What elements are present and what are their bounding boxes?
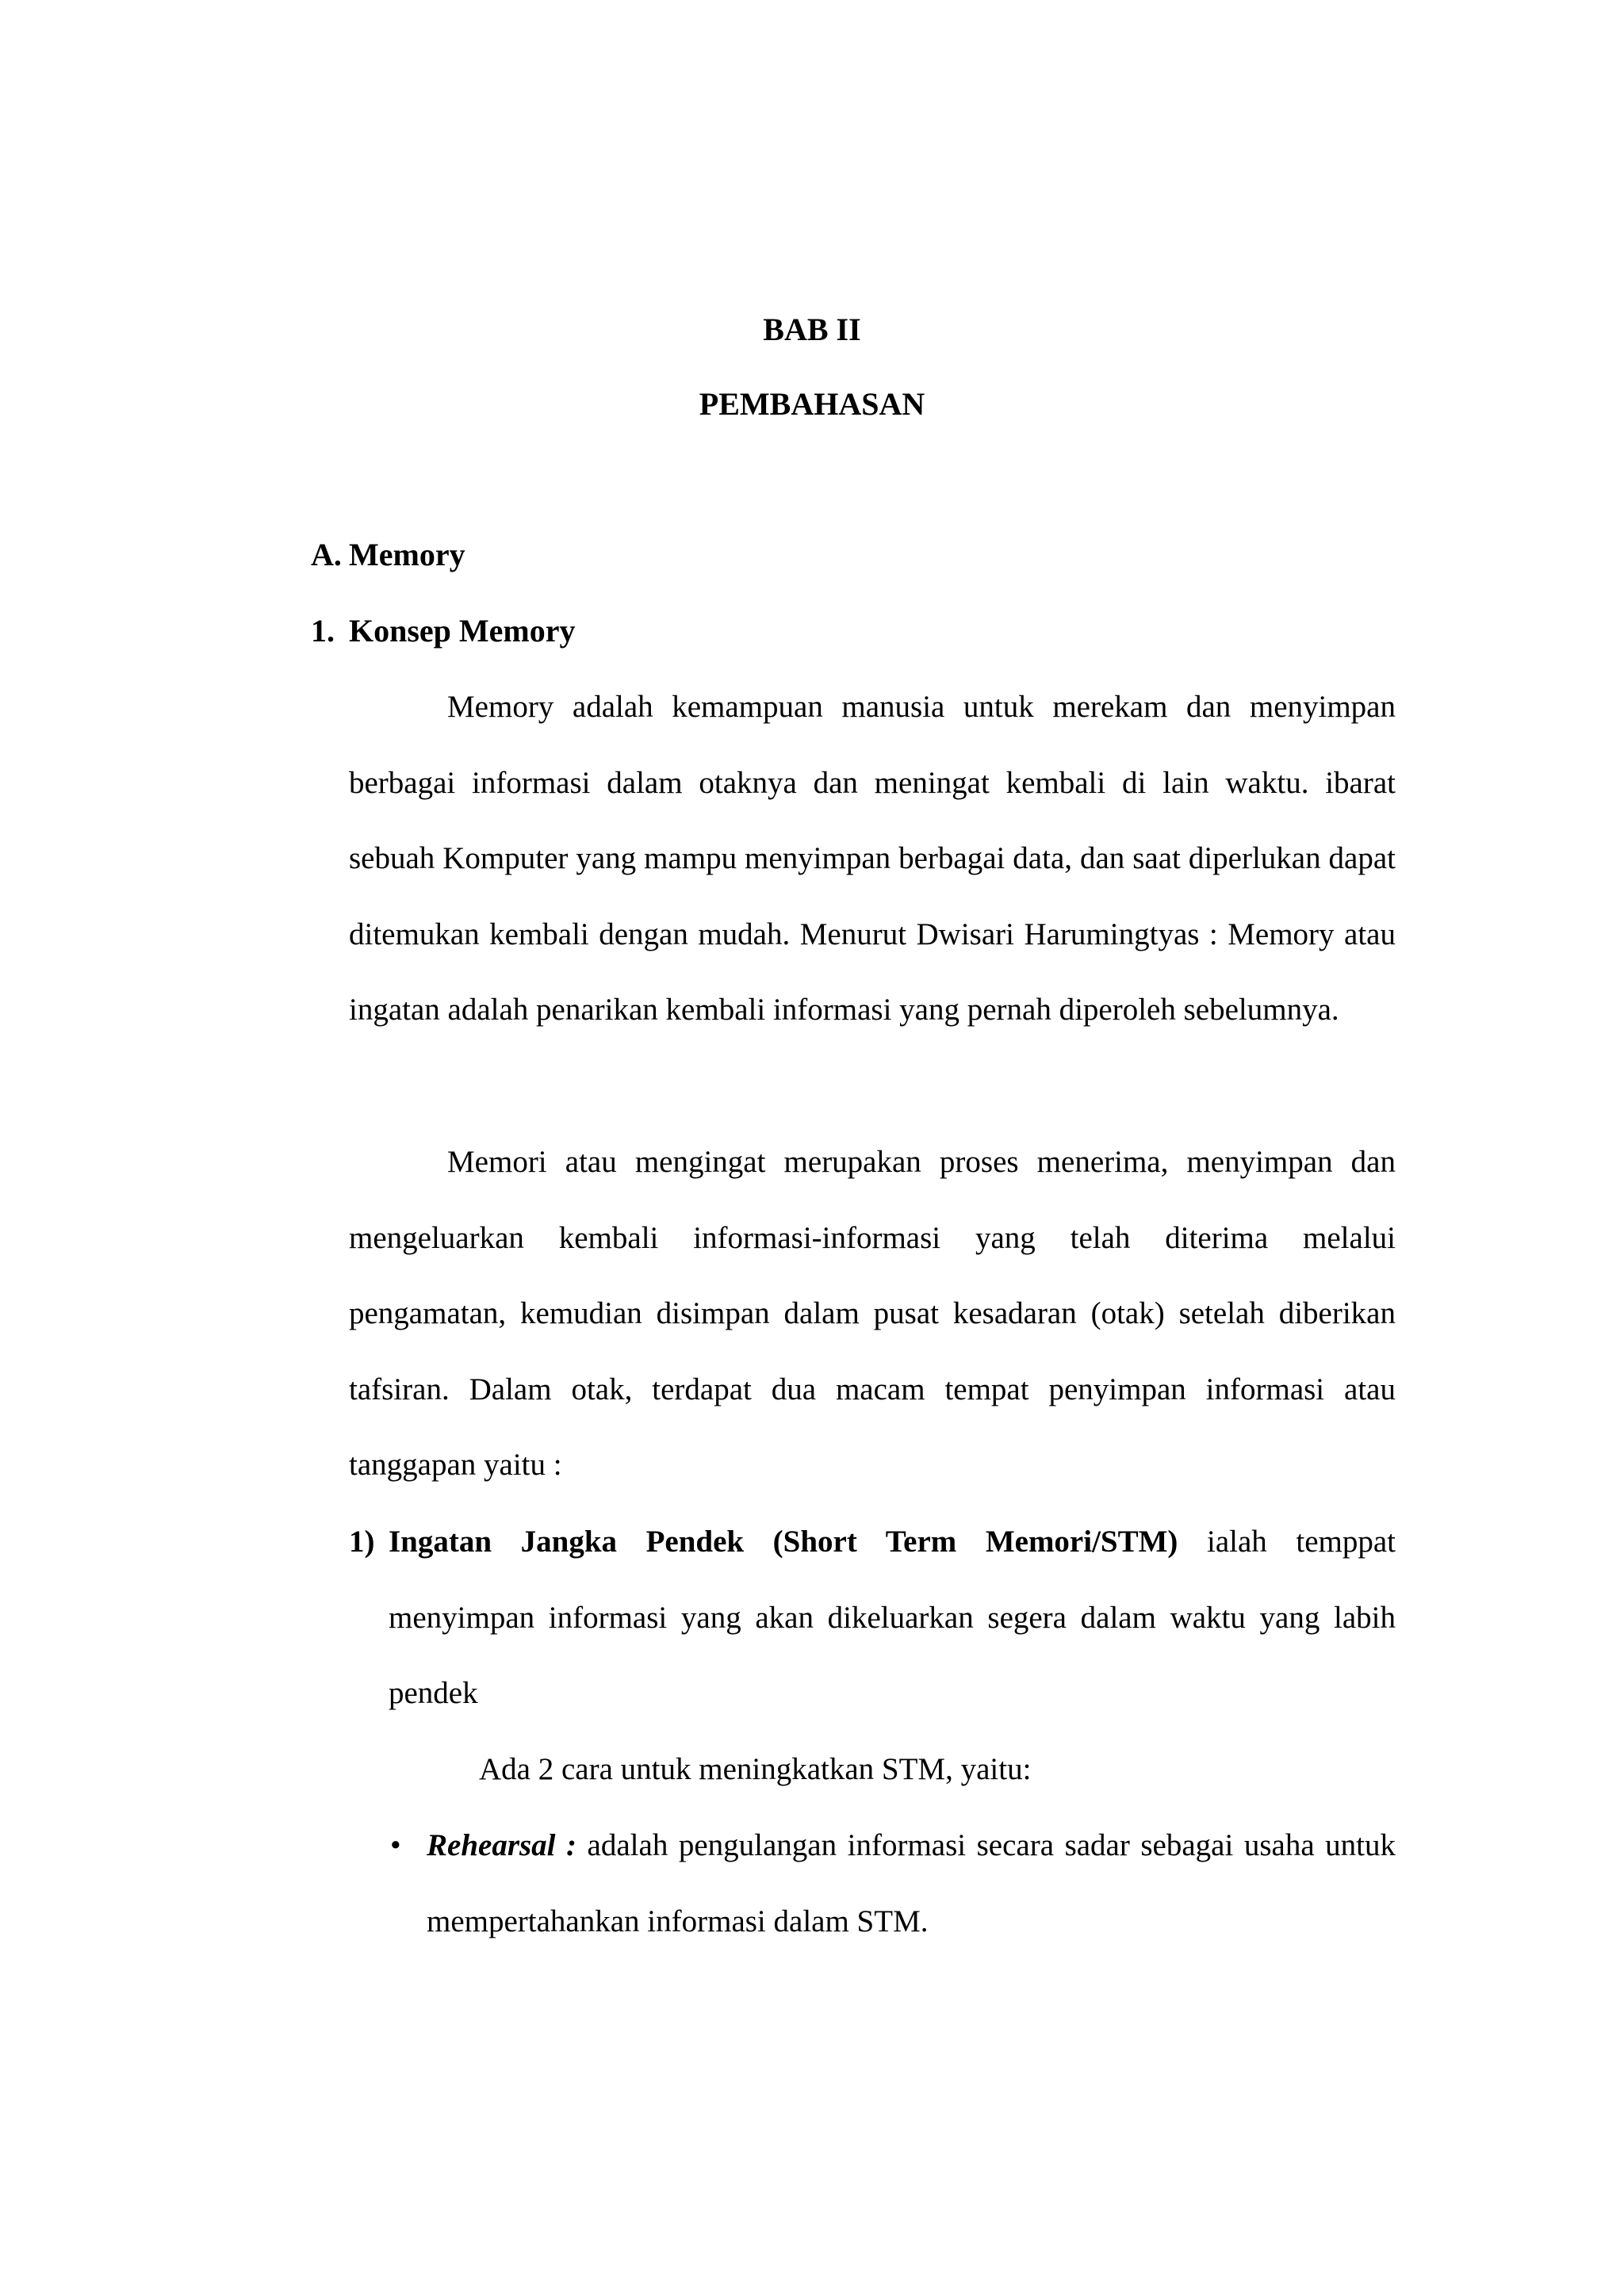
list-item-body	[389, 1504, 1396, 1732]
bullet-text: adalah pengulangan informasi secara sadar sebagai usaha untuk mempertahankan informasi dalam STM.	[427, 1828, 1396, 1938]
bullet-item-rehearsal	[387, 1808, 1396, 1959]
subsection-label: 1.	[311, 613, 335, 649]
list-item-term: Ingatan Jangka Pendek (Short Term Memori/STM)	[389, 1525, 1178, 1559]
chapter-number: BAB II	[763, 312, 861, 347]
bullet-term: Rehearsal :	[427, 1828, 577, 1862]
list-item-stm	[349, 1504, 1396, 1732]
bullet-icon: •	[390, 1828, 401, 1862]
subsection-title: Konsep Memory	[349, 613, 576, 649]
chapter-title: PEMBAHASAN	[699, 386, 925, 422]
section-label: A.	[311, 537, 342, 572]
section-title: Memory	[349, 537, 465, 572]
section-heading	[311, 536, 465, 574]
paragraph-memory-definition: Memory adalah kemampuan manusia untuk merekam dan menyimpan berbagai informasi dalam otaknya dan meningat kembali di lain waktu. ibarat sebuah Komputer yang mampu menyimpan berbagai data, dan saat diperlukan dapat ditemukan kembali dengan mudah. Menurut Dwisari Harumingtyas : Memory atau ingatan adalah penarikan kembali informasi yang pernah diperoleh sebelumnya.	[349, 690, 1396, 1027]
bullet-body	[427, 1808, 1396, 1959]
list-item-marker: 1)	[349, 1525, 375, 1559]
subsection-heading	[311, 612, 576, 650]
paragraph-memory-process: Memori atau mengingat merupakan proses menerima, menyimpan dan mengeluarkan kembali informasi-informasi yang telah diterima melalui pengamatan, kemudian disimpan dalam pusat kesadaran (otak) setelah diberikan tafsiran. Dalam otak, terdapat dua macam tempat penyimpan informasi atau tanggapan yaitu :	[349, 1145, 1396, 1482]
list-item-text: ialah temppat menyimpan informasi yang akan dikeluarkan segera dalam waktu yang labih pendek	[389, 1525, 1396, 1710]
stm-intro: Ada 2 cara untuk meningkatkan STM, yaitu:	[479, 1752, 1032, 1786]
